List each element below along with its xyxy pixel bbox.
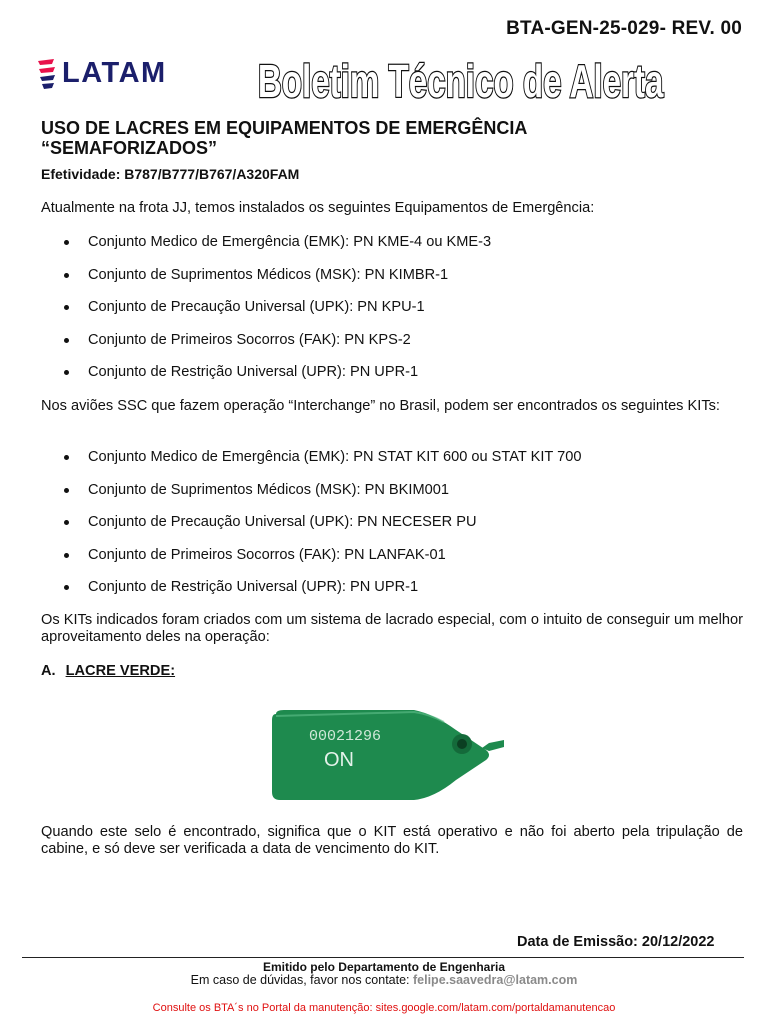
seal-tag-body	[272, 710, 489, 800]
bullet-icon	[64, 455, 69, 460]
jj-fleet-kit-list	[41, 234, 741, 397]
list-item-text: Conjunto de Suprimentos Médicos (MSK): PN BKIM001	[88, 481, 449, 498]
bullet-icon	[64, 338, 69, 343]
bulletin-title	[220, 52, 702, 110]
footer-portal-link[interactable]: Consulte os BTA´s no Portal da manutenção: sites.google.com/latam.com/portaldamanutencao	[152, 1002, 616, 1014]
ssc-paragraph: Nos aviões SSC que fazem operação “Interchange” no Brasil, podem ser encontrados os seguintes KITs:	[41, 398, 720, 414]
bullet-icon	[64, 370, 69, 375]
list-item	[41, 449, 741, 482]
list-item-text: Conjunto de Restrição Universal (UPR): PN UPR-1	[88, 579, 419, 595]
green-seal-paragraph: Quando este selo é encontrado, significa que o KIT está operativo e não foi aberto pela tripulação de cabine, e só deve ser verificada a data de vencimento do KIT.	[41, 824, 743, 857]
list-item-text: Conjunto de Precaução Universal (UPK): PN KPU-1	[88, 299, 425, 315]
seal-hole	[457, 739, 467, 749]
green-seal-photo	[264, 700, 514, 808]
subject-line-1: USO DE LACRES EM EQUIPAMENTOS DE EMERGÊNCIA	[41, 118, 528, 138]
bulletin-title-text: Boletim Técnico de Alerta	[258, 55, 664, 107]
bullet-icon	[64, 585, 69, 590]
list-item	[41, 234, 741, 267]
footer-department: Emitido pelo Departamento de Engenharia	[262, 960, 506, 974]
section-a-title: LACRE VERDE:	[65, 663, 176, 679]
bullet-icon	[64, 553, 69, 558]
issue-date: Data de Emissão: 20/12/2022	[517, 934, 715, 950]
list-item	[41, 514, 741, 547]
footer-divider	[22, 957, 744, 958]
list-item	[41, 267, 741, 300]
logo-wordmark: LATAM	[62, 57, 167, 89]
list-item-text: Conjunto Medico de Emergência (EMK): PN STAT KIT 600 ou STAT KIT 700	[88, 449, 582, 465]
latam-logo-mark-icon	[36, 57, 58, 91]
bullet-icon	[64, 520, 69, 525]
footer-contact-prefix: Em caso de dúvidas, favor nos contate:	[190, 973, 410, 987]
section-a-heading	[41, 663, 175, 679]
list-item	[41, 299, 741, 332]
list-item	[41, 482, 741, 515]
list-item-text: Conjunto Medico de Emergência (EMK): PN KME-4 ou KME-3	[88, 234, 492, 250]
document-code: BTA-GEN-25-029- REV. 00	[506, 18, 742, 39]
list-item	[41, 364, 741, 397]
seal-tail	[482, 740, 504, 751]
list-item-text: Conjunto de Restrição Universal (UPR): PN UPR-1	[88, 364, 419, 380]
list-item-text: Conjunto de Precaução Universal (UPK): PN NECESER PU	[88, 514, 477, 530]
footer-contact	[0, 973, 768, 987]
seal-status: ON	[324, 749, 354, 771]
list-item	[41, 547, 741, 580]
list-item	[41, 332, 741, 365]
latam-logo	[36, 54, 196, 94]
list-item-text: Conjunto de Primeiros Socorros (FAK): PN LANFAK-01	[88, 546, 446, 563]
list-item	[41, 579, 741, 612]
list-item-text: Conjunto de Primeiros Socorros (FAK): PN KPS-2	[88, 331, 411, 348]
bullet-icon	[64, 273, 69, 278]
subject-heading	[41, 118, 681, 158]
bullet-icon	[64, 305, 69, 310]
intro-paragraph: Atualmente na frota JJ, temos instalados os seguintes Equipamentos de Emergência:	[41, 200, 595, 216]
kits-paragraph: Os KITs indicados foram criados com um sistema de lacrado especial, com o intuito de conseguir um melhor aproveitamento deles na operação:	[41, 612, 743, 645]
effectivity-line: Efetividade: B787/B777/B767/A320FAM	[41, 166, 300, 182]
seal-number: 00021296	[309, 728, 382, 745]
bullet-icon	[64, 488, 69, 493]
subject-line-2: “SEMAFORIZADOS”	[41, 138, 218, 158]
ssc-kit-list	[41, 449, 741, 612]
section-a-letter: A.	[41, 663, 56, 679]
contact-email-link[interactable]: felipe.saavedra@latam.com	[413, 973, 578, 987]
list-item-text: Conjunto de Suprimentos Médicos (MSK): PN KIMBR-1	[88, 266, 449, 283]
bullet-icon	[64, 240, 69, 245]
